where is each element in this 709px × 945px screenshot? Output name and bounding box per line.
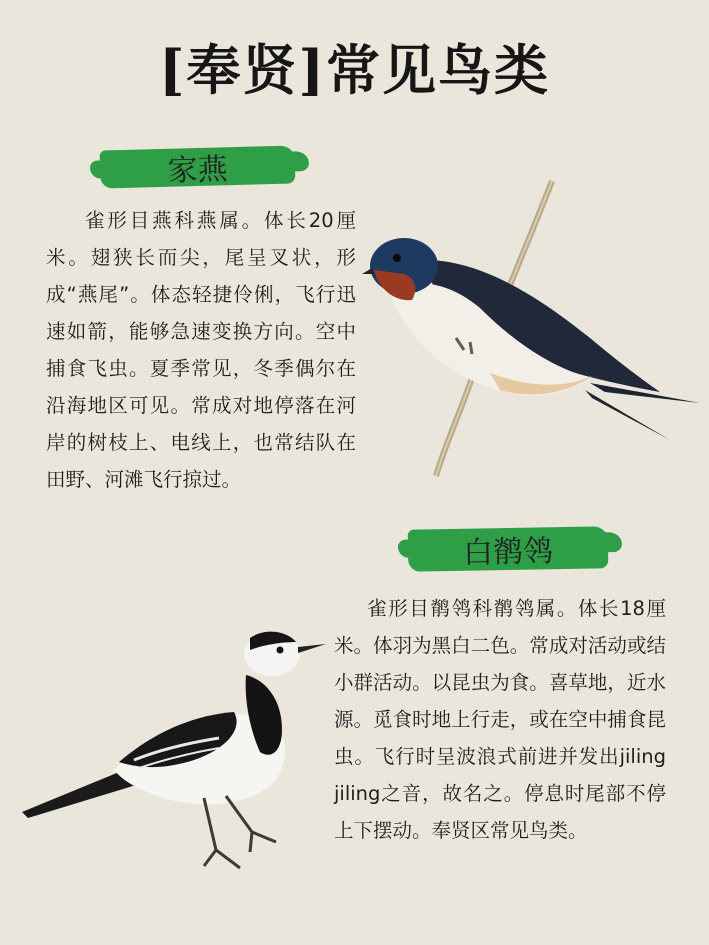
swallow-description: 雀形目燕科燕属。体长20厘米。翅狭长而尖，尾呈叉状，形成“燕尾”。体态轻捷伶俐，飞行迅速如箭，能够急速变换方向。空中捕食飞虫。夏季常见，冬季偶尔在沿海地区可见。常成对地停落在河岸的树枝上、电线上，也常结队在田野、河滩飞行掠过。 bbox=[46, 209, 356, 491]
wagtail-description: 雀形目鹡鸰科鹡鸰属。体长18厘米。体羽为黑白二色。常成对活动或结小群活动。以昆虫为食。喜草地，近水源。觅食时地上行走，或在空中捕食昆虫。飞行时呈波浪式前进并发出jiling jiling之音，故名之。停息时尾部不停上下摆动。奉贤区常见鸟类。 bbox=[334, 597, 666, 842]
section-heading-wagtail bbox=[408, 526, 609, 571]
section-heading-wagtail-label: 白鹡鸰 bbox=[462, 534, 554, 571]
swallow-image bbox=[360, 178, 705, 478]
wagtail-image bbox=[14, 620, 330, 875]
section-heading-swallow bbox=[100, 145, 296, 188]
page-title: [奉贤]常见鸟类 bbox=[158, 38, 551, 102]
section-heading-swallow-label: 家燕 bbox=[167, 152, 229, 189]
